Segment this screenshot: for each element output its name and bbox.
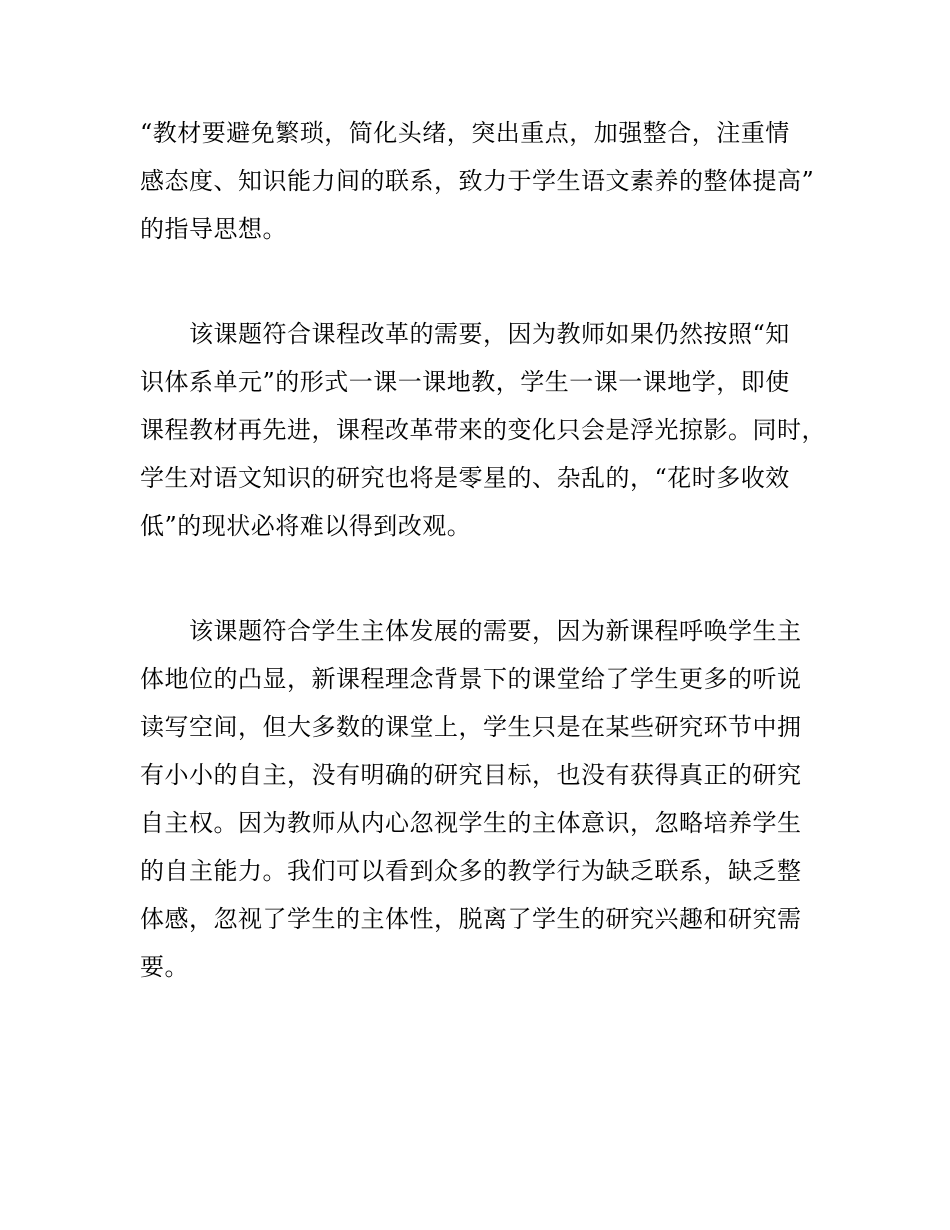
text-line: 低”的现状必将难以得到改观。: [140, 512, 472, 540]
text-line: 体地位的凸显，新课程理念背景下的课堂给了学生更多的听说: [140, 665, 802, 693]
text-line: 的自主能力。我们可以看到众多的教学行为缺乏联系，缺乏整: [140, 857, 802, 885]
text-line: 该课题符合学生主体发展的需要，因为新课程呼唤学生主: [140, 617, 802, 645]
text-line: 识体系单元”的形式一课一课地教，学生一课一课地学，即使: [140, 368, 790, 396]
text-line: 该课题符合课程改革的需要，因为教师如果仍然按照“知: [140, 320, 790, 348]
text-line: 体感，忽视了学生的主体性，脱离了学生的研究兴趣和研究需: [140, 905, 802, 933]
text-line: 要。: [140, 953, 189, 981]
text-line: 有小小的自主，没有明确的研究目标，也没有获得真正的研究: [140, 761, 802, 789]
text-line: 读写空间，但大多数的课堂上，学生只是在某些研究环节中拥: [140, 713, 802, 741]
text-line: 自主权。因为教师从内心忽视学生的主体意识，忽略培养学生: [140, 809, 802, 837]
text-line: 感态度、知识能力间的联系，致力于学生语文素养的整体提高”: [140, 167, 815, 195]
text-line: 学生对语文知识的研究也将是零星的、杂乱的，“花时多收效: [140, 464, 790, 492]
text-line: “教材要避免繁琐，简化头绪，突出重点，加强整合，注重情: [140, 119, 790, 147]
text-line: 课程教材再先进，课程改革带来的变化只会是浮光掠影。同时，: [140, 416, 826, 444]
text-line: 的指导思想。: [140, 215, 287, 243]
